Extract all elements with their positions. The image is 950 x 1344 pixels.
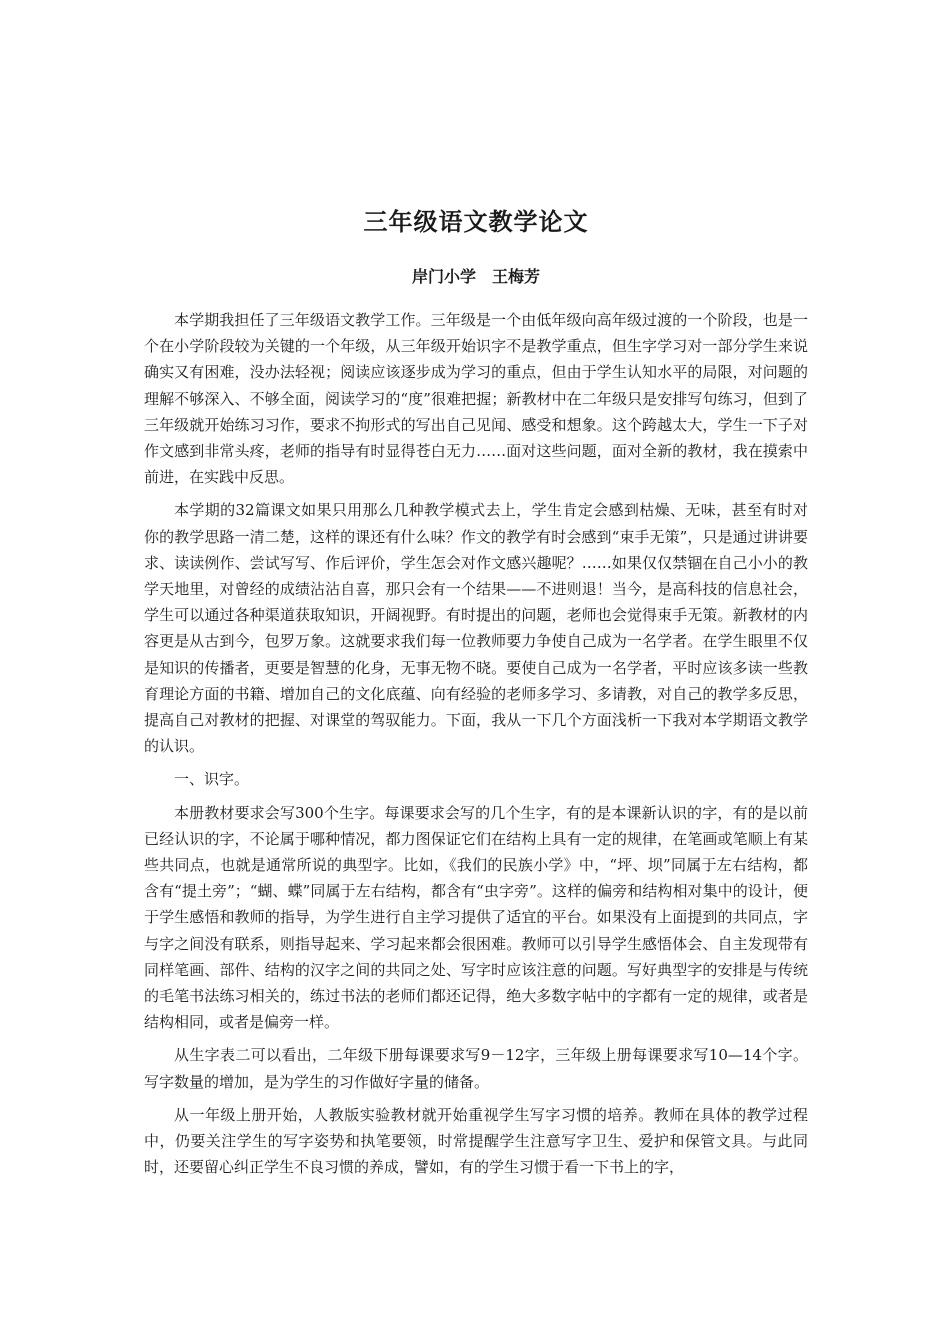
body-paragraph: 本学期我担任了三年级语文教学工作。三年级是一个由低年级向高年级过渡的一个阶段，也是一个在小学阶段较为关键的一个年级，从三年级开始识字不是教学重点，但生字学习对一部分学生来说确实又有困难，没办法轻视；阅读应该逐步成为学习的重点，但由于学生认知水平的局限，对问题的理解不够深入、不够全面，阅读学习的“度”很难把握；新教材中在二年级只是安排写句练习，但到了三年级就开始练习习作，要求不拘形式的写出自己见闻、感受和想象。这个跨越太大，学生一下子对作文感到非常头疼，老师的指导有时显得苍白无力……面对这些问题，面对全新的教材，我在摸索中前进，在实践中反思。 <box>144 311 808 487</box>
document-body <box>144 307 808 1181</box>
body-paragraph: 本学期的32篇课文如果只用那么几种教学模式去上，学生肯定会感到枯燥、无味，甚至有时对你的教学思路一清二楚，这样的课还有什么味？作文的教学有时会感到“束手无策”，只是通过讲讲要求、读读例作、尝试写写、作后评价，学生怎会对作文感兴趣呢？……如果仅仅禁锢在自己小小的教学天地里，对曾经的成绩沾沾自喜，那只会有一个结果——不进则退！当今，是高科技的信息社会，学生可以通过各种渠道获取知识，开阔视野。有时提出的问题，老师也会觉得束手无策。新教材的内容更是从古到今，包罗万象。这就要求我们每一位教师要力争使自己成为一名学者。在学生眼里不仅是知识的传播者，更要是智慧的化身，无事无物不晓。要使自己成为一名学者，平时应该多读一些教育理论方面的书籍、增加自己的文化底蕴、向有经验的老师多学习、多请教，对自己的教学多反思，提高自己对教材的把握、对课堂的驾驭能力。下面，我从一下几个方面浅析一下我对本学期语文教学的认识。 <box>144 501 808 756</box>
body-paragraph: 从生字表二可以看出，二年级下册每课要求写9－12字，三年级上册每课要求写10—14个字。写字数量的增加，是为学生的习作做好字量的储备。 <box>144 1046 808 1091</box>
document-title: 三年级语文教学论文 <box>363 207 589 236</box>
body-paragraph: 从一年级上册开始，人教版实验教材就开始重视学生写字习惯的培养。教师在具体的教学过程中，仍要关注学生的写字姿势和执笔要领，时常提醒学生注意写字卫生、爱护和保管文具。与此同时，还要留心纠正学生不良习惯的养成，譬如，有的学生习惯于看一下书上的字， <box>144 1105 808 1177</box>
document-page <box>144 205 808 1188</box>
document-author: 岸门小学 王梅芳 <box>411 267 540 286</box>
body-paragraph: 本册教材要求会写300个生字。每课要求会写的几个生字，有的是本课新认识的字，有的是以前已经认识的字，不论属于哪种情况，都力图保证它们在结构上具有一定的规律，在笔画或笔顺上有某些共同点，也就是通常所说的典型字。比如，《我们的民族小学》中，“坪、坝”同属于左右结构，都含有“提土旁”；“蝴、蝶”同属于左右结构，都含有“虫字旁”。这样的偏旁和结构相对集中的设计，便于学生感悟和教师的指导，为学生进行自主学习提供了适宜的平台。如果没有上面提到的共同点，字与字之间没有联系，则指导起来、学习起来都会很困难。教师可以引导学生感悟体会、自主发现带有同样笔画、部件、结构的汉字之间的共同之处、写字时应该注意的问题。写好典型字的安排是与传统的毛笔书法练习相关的，练过书法的老师们都还记得，绝大多数字帖中的字都有一定的规律，或者是结构相同，或者是偏旁一样。 <box>144 803 808 1032</box>
section-heading: 一、识字。 <box>174 770 250 789</box>
